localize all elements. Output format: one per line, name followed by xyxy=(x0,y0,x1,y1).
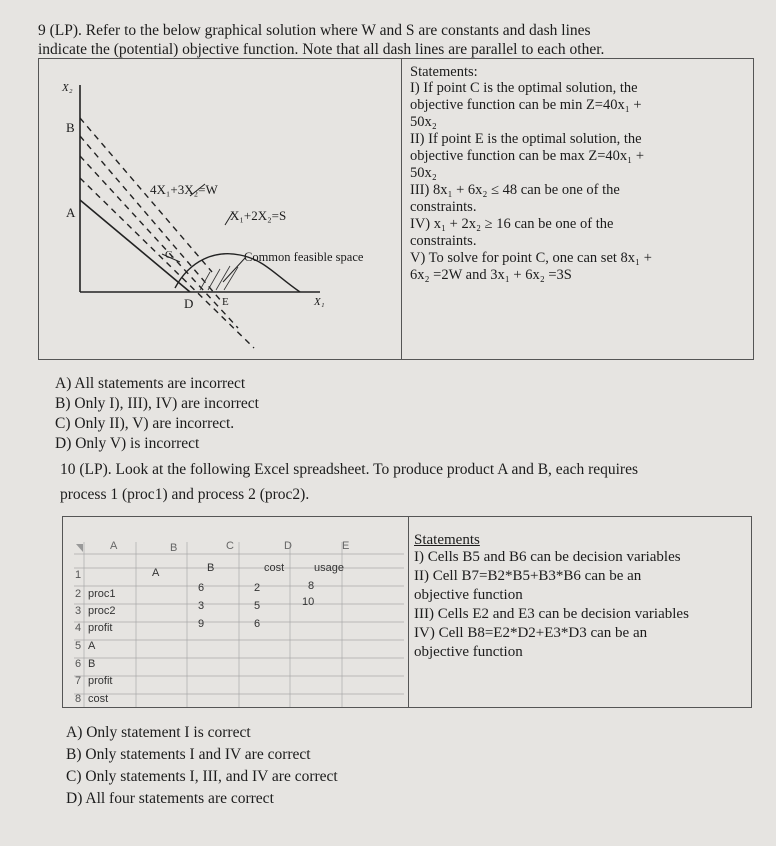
cell-d1[interactable]: cost xyxy=(264,562,285,574)
point-e-label: E xyxy=(222,296,229,308)
q9-statement-line: III) 8x₁ + 6x₂ ≤ 48 can be one of the xyxy=(410,182,620,198)
objective-dash-line xyxy=(80,178,254,348)
q9-statement-line: constraints. xyxy=(410,233,477,249)
q10-statements-header: Statements xyxy=(414,532,480,548)
col-header-c[interactable]: C xyxy=(226,540,234,552)
q10-statement-line: IV) Cell B8=E2*D2+E3*D3 can be an xyxy=(414,625,648,641)
q9-statements xyxy=(410,80,652,284)
q9-statement-line: 50x₂ xyxy=(410,114,437,130)
constraint-w-label: 4X₁+3X₂=W xyxy=(150,182,218,197)
q9-option-a[interactable]: A) All statements are incorrect xyxy=(55,375,246,392)
q9-statements-header: Statements: xyxy=(410,64,478,80)
row-number: 8 xyxy=(75,693,82,705)
q10-statement-line: II) Cell B7=B2*B5+B3*B6 can be an xyxy=(414,568,642,584)
col-header-e[interactable]: E xyxy=(342,540,350,552)
q10-options xyxy=(66,722,338,810)
q9-statement-line: V) To solve for point C, one can set 8x₁ + xyxy=(410,250,652,266)
q10-title-line2: process 1 (proc1) and process 2 (proc2). xyxy=(60,486,310,503)
q9-statement-line: I) If point C is the optimal solution, the xyxy=(410,80,638,96)
cell-b1[interactable]: A xyxy=(152,567,160,579)
q9-option-d[interactable]: D) Only V) is incorrect xyxy=(55,435,200,452)
q10-statement-line: I) Cells B5 and B6 can be decision variables xyxy=(414,549,681,565)
constraint-s-label: X₁+2X₂=S xyxy=(230,208,287,223)
row-number: 2 xyxy=(75,588,82,600)
col-header-d[interactable]: D xyxy=(284,540,292,552)
cell-e1[interactable]: usage xyxy=(314,562,344,574)
spreadsheet-grid xyxy=(74,542,404,707)
q10-option-d[interactable]: D) All four statements are correct xyxy=(66,790,274,807)
cell-a6[interactable]: B xyxy=(88,658,96,670)
q9-statement-line: 50x₂ xyxy=(410,165,437,181)
cell-b4[interactable]: 9 xyxy=(198,618,205,630)
cell-d2[interactable]: 8 xyxy=(308,580,315,592)
cell-a7[interactable]: profit xyxy=(88,675,113,687)
q10-title-line1: 10 (LP). Look at the following Excel spreadsheet. To produce product A and B, each requires xyxy=(60,461,638,478)
q9-statement-line: II) If point E is the optimal solution, the xyxy=(410,131,642,147)
q9-option-b[interactable]: B) Only I), III), IV) are incorrect xyxy=(55,395,259,412)
q10-statements xyxy=(414,548,689,662)
row-number: 6 xyxy=(75,658,82,670)
q10-statement-line: objective function xyxy=(414,644,523,660)
cell-a4[interactable]: profit xyxy=(88,622,113,634)
cell-b3[interactable]: 3 xyxy=(198,600,205,612)
cell-c3[interactable]: 5 xyxy=(254,600,261,612)
q9-options xyxy=(55,374,259,454)
q10-option-b[interactable]: B) Only statements I and IV are correct xyxy=(66,746,311,763)
q10-statement-line: III) Cells E2 and E3 can be decision variables xyxy=(414,606,689,622)
x-axis-label: X₁ xyxy=(314,296,325,308)
q10-box-divider xyxy=(408,516,409,708)
q9-title-line2: indicate the (potential) objective function. Note that all dash lines are parallel to each other. xyxy=(38,41,605,58)
cell-a8[interactable]: cost xyxy=(88,693,109,705)
leader-feasible xyxy=(223,258,245,282)
q10-option-c[interactable]: C) Only statements I, III, and IV are correct xyxy=(66,768,338,785)
point-a-label: A xyxy=(66,205,76,220)
q10-option-a[interactable]: A) Only statement I is correct xyxy=(66,724,251,741)
objective-dash-line xyxy=(80,136,222,302)
q9-statement-line: constraints. xyxy=(410,199,477,215)
point-d-label: D xyxy=(184,296,194,311)
row-number: 1 xyxy=(75,569,82,581)
y-axis-label: X₂ xyxy=(62,82,73,94)
feasible-space-label: Common feasible space xyxy=(244,250,364,264)
q9-graph xyxy=(40,60,400,358)
row-number: 4 xyxy=(75,622,82,634)
col-header-a[interactable]: A xyxy=(110,540,118,552)
cell-c2[interactable]: 2 xyxy=(254,582,261,594)
row-number: 7 xyxy=(75,675,82,687)
cell-d3[interactable]: 10 xyxy=(302,596,315,608)
feasible-hatching xyxy=(200,266,238,290)
q9-statement-line: objective function can be min Z=40x₁ + xyxy=(410,97,642,113)
row-number: 3 xyxy=(75,605,82,617)
cell-a3[interactable]: proc2 xyxy=(88,605,116,617)
objective-dash-lines xyxy=(80,118,254,348)
cell-a2[interactable]: proc1 xyxy=(88,588,116,600)
q10-statement-line: objective function xyxy=(414,587,523,603)
cell-c4[interactable]: 6 xyxy=(254,618,261,630)
q9-box-divider xyxy=(401,58,402,360)
cell-b2[interactable]: 6 xyxy=(198,582,205,594)
spreadsheet xyxy=(74,542,404,707)
q9-statement-line: IV) x₁ + 2x₂ ≥ 16 can be one of the xyxy=(410,216,614,232)
point-b-label: B xyxy=(66,120,75,135)
cell-c1[interactable]: B xyxy=(207,562,215,574)
q9-option-c[interactable]: C) Only II), V) are incorrect. xyxy=(55,415,235,432)
q9-statement-line: 6x₂ =2W and 3x₁ + 6x₂ =3S xyxy=(410,267,572,283)
cell-a5[interactable]: A xyxy=(88,640,96,652)
row-number: 5 xyxy=(75,640,82,652)
q9-title-line1: 9 (LP). Refer to the below graphical solution where W and S are constants and dash lines xyxy=(38,22,591,39)
point-c-label: C xyxy=(165,249,173,261)
q9-statement-line: objective function can be max Z=40x₁ + xyxy=(410,148,645,164)
col-header-b[interactable]: B xyxy=(170,542,178,554)
